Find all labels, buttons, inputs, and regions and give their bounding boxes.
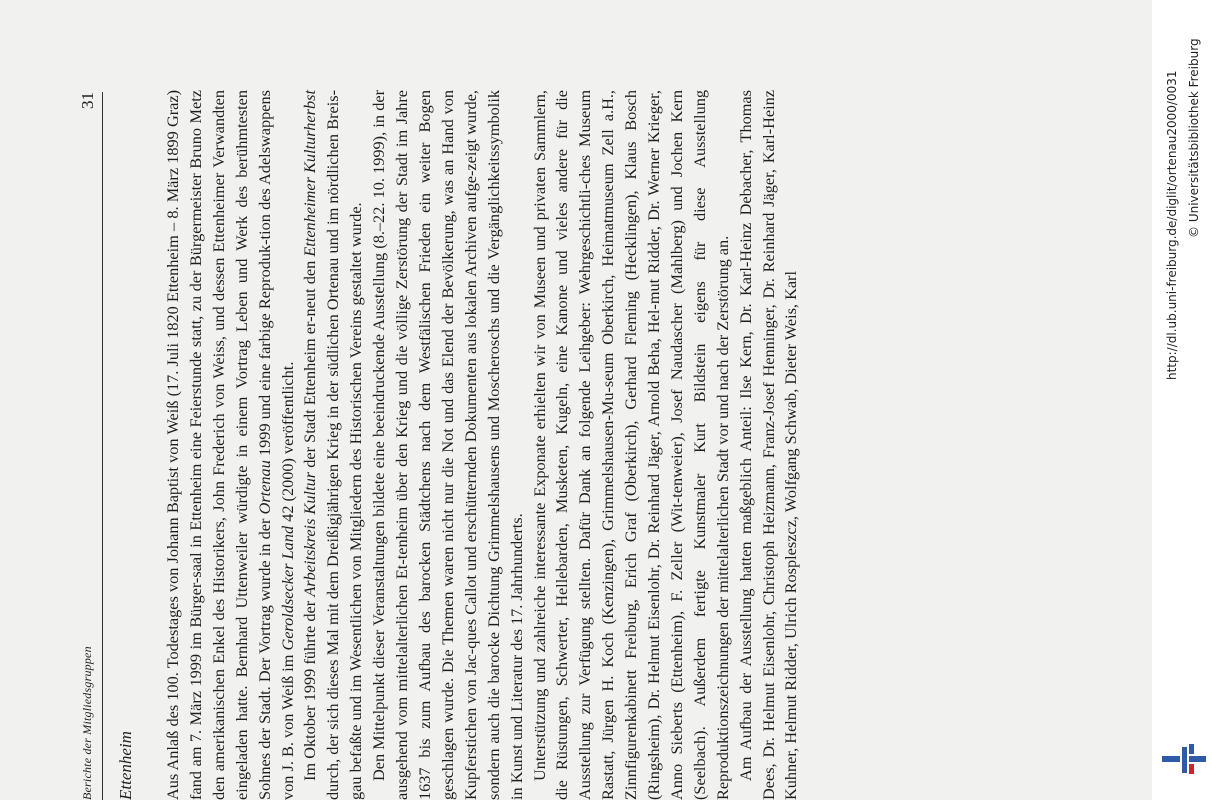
body-text (162, 90, 803, 800)
paragraph-1: Aus Anlaß des 100. Todestages von Johann Baptist von Weiß (17. Juli 1820 Ettenheim – 8. März 1899 Graz) fand am 7. März 1999 im Bürger-saal in Ettenheim eine Feierstunde statt, zu der Bürgermeister Bruno Metz den amerikanischen Enkel des Historikers, John Frederich von Weiss, und dessen Ettenheimer Verwandten eingeladen hatte. Bernhard Uttenweiler würdigte in einem Vortrag Leben und Werk des berühmtesten Sohnes der Stadt. Der Vortrag wurde in der Ortenau 1999 und eine farbige Reproduk-tion des Adelswappens von J. B. von Weiß im Geroldsecker Land 42 (2000) veröffentlicht. (163, 90, 297, 800)
running-head: Berichte der Mitgliedsgruppen (80, 646, 94, 800)
source-url[interactable]: http://dl.ub.uni-freiburg.de/diglit/ortenau2000/0031 (1165, 70, 1179, 380)
paragraph-4: Unterstützung und zahlreiche interessante Exponate erhielten wir von Museen und privaten Sammlern, die Rüstungen, Schwerter, Hellebarden, Musketen, Kugeln, eine Kanone und vieles andere für die Ausstellung zur Verfügung stellten. Dafür Dank an folgende Leihgeber: Wehrgeschichtli-ches Museum Rastatt, Jürgen H. Koch (Kenzingen), Grimmelshausen-Mu-seum Oberkirch, Heimatmuseum Zell a.H., Zinnfigurenkabinett Freiburg, Erich Graf (Oberkirch), Gerhard Fleming (Hecklingen), Klaus Bosch (Ringsheim), Dr. Helmut Eisenlohr, Dr. Reinhard Jäger, Arnold Beha, Hel-mut Ridder, Dr. Werner Krieger, Anno Sieberts (Ettenheim), F. Zeller (Wit-tenweier), Josef Naudascher (Mahlberg) und Jochen Kern (Seelbach). Außerdem fertigte Kunstmaler Kurt Bildstein eigens für diese Ausstellung Reproduktionszeichnungen der mittelalterlichen Stadt vor und nach der Zerstörung an. (529, 90, 732, 800)
paragraph-3: Den Mittelpunkt dieser Veranstaltungen bildete eine beeindruckende Ausstellung (8.–22. 10. 1999), in der ausgehend vom mittelalterlichen Et-tenheim über den Krieg und die völlige Zerstörung der Stadt im Jahre 1637 bis zum Aufbau des barocken Städtchens nach dem Westfälischen Frieden ein weiter Bogen geschlagen wurde. Die Themen waren nicht nur die Not und das Elend der Bevölkerung, was an Hand von Kupferstichen von Jac-ques Callot und erschütternden Dokumenten aus lokalen Archiven aufge-zeigt wurde, sondern auch die barocke Dichtung Grimmelshausens und Moscheroschs und die Vergänglichkeitssymbolik in Kunst und Literatur des 17. Jahrhunderts. (369, 90, 526, 800)
paragraph-5: Am Aufbau der Ausstellung hatten maßgeblich Anteil: Ilse Kern, Dr. Karl-Heinz Debacher, Thomas Dees, Dr. Helmut Eisenlohr, Christoph Heizmann, Franz-Josef Henninger, Dr. Reinhard Jäger, Karl-Heinz Kuhner, Helmut Ridder, Ulrich Rospleszcz, Wolfgang Schwab, Dieter Weis, Karl (735, 90, 801, 800)
header-rule (102, 92, 103, 800)
ub-freiburg-logo-icon (1162, 744, 1206, 774)
page-number: 31 (78, 92, 97, 109)
section-title: Ettenheim (116, 731, 135, 800)
paragraph-2: Im Oktober 1999 führte der Arbeitskreis Kultur der Stadt Ettenheim er-neut den Ettenheimer Kulturherbst durch, der sich dieses Mal mit dem Dreißigjährigen Krieg in der südlichen Ortenau und im nördlichen Breis-gau befaßte und im Wesentlichen von Mitgliedern des Historischen Vereins gestaltet wurde. (300, 90, 366, 800)
copyright-notice: © Universitätsbibliothek Freiburg (1187, 38, 1201, 238)
